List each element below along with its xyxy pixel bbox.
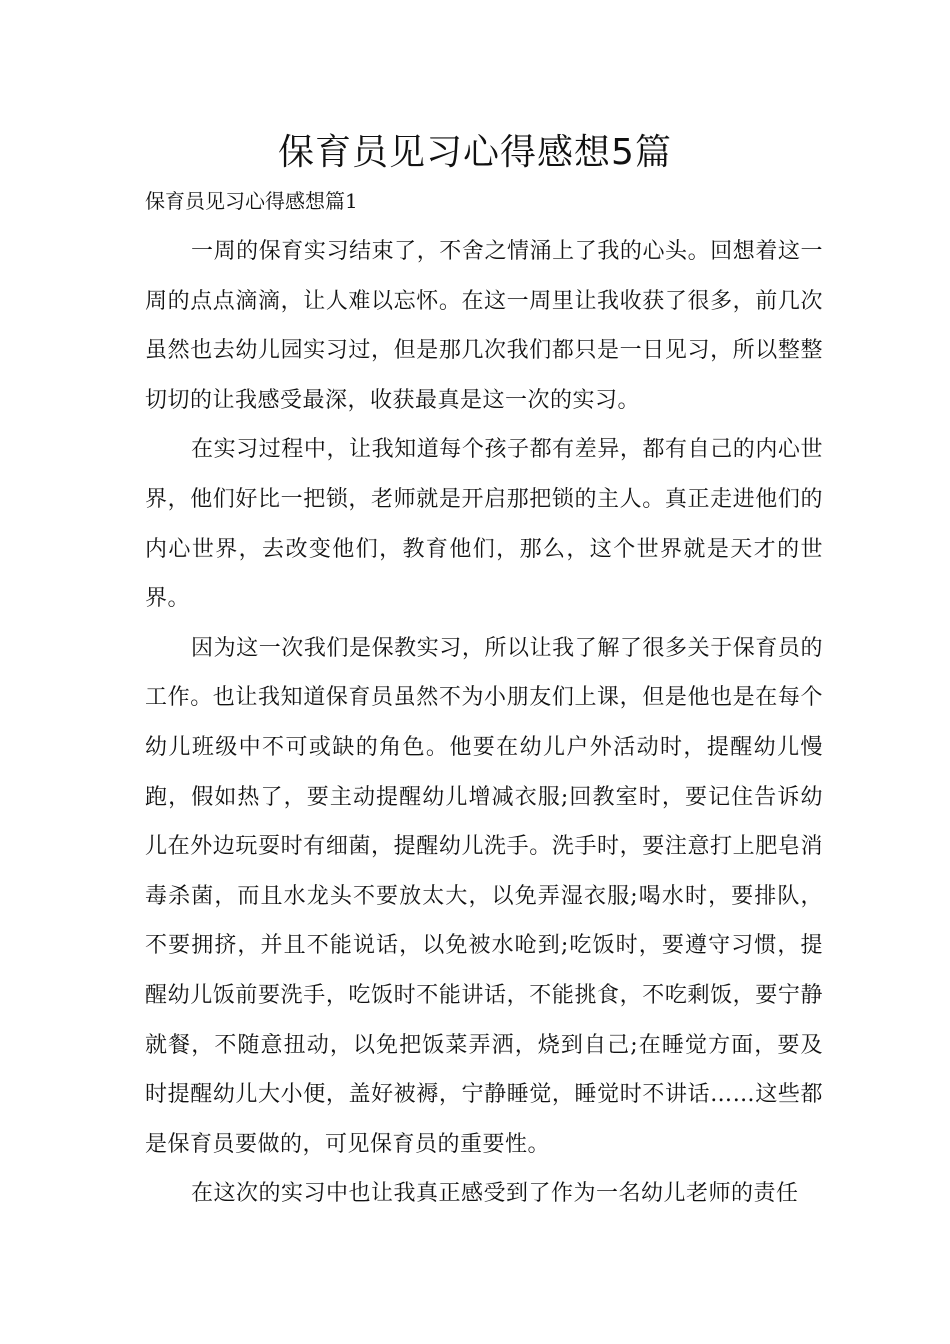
document-title: 保育员见习心得感想5篇 xyxy=(278,132,672,173)
section-heading: 保育员见习心得感想篇1 xyxy=(145,189,358,213)
document-body xyxy=(145,227,823,1219)
paragraph-1: 一周的保育实习结束了，不舍之情涌上了我的心头。回想着这一周的点点滴滴，让人难以忘怀。在这一周里让我收获了很多，前几次虽然也去幼儿园实习过，但是那几次我们都只是一日见习，所以整整切切的让我感受最深，收获最真是这一次的实习。 xyxy=(145,239,823,413)
paragraph-2: 在实习过程中，让我知道每个孩子都有差异，都有自己的内心世界，他们好比一把锁，老师就是开启那把锁的主人。真正走进他们的内心世界，去改变他们，教育他们，那么，这个世界就是天才的世界。 xyxy=(145,437,823,612)
paragraph-3: 因为这一次我们是保教实习，所以让我了解了很多关于保育员的工作。也让我知道保育员虽然不为小朋友们上课，但是他也是在每个幼儿班级中不可或缺的角色。他要在幼儿户外活动时，提醒幼儿慢跑，假如热了，要主动提醒幼儿增减衣服;回教室时，要记住告诉幼儿在外边玩耍时有细菌，提醒幼儿洗手。洗手时，要注意打上肥皂消毒杀菌，而且水龙头不要放太大，以免弄湿衣服;喝水时，要排队，不要拥挤，并且不能说话，以免被水呛到;吃饭时，要遵守习惯，提醒幼儿饭前要洗手，吃饭时不能讲话，不能挑食，不吃剩饭，要宁静就餐，不随意扭动，以免把饭菜弄洒，烧到自己;在睡觉方面，要及时提醒幼儿大小便，盖好被褥，宁静睡觉，睡觉时不讲话……这些都是保育员要做的，可见保育员的重要性。 xyxy=(145,635,823,1157)
paragraph-4: 在这次的实习中也让我真正感受到了作为一名幼儿老师的责任 xyxy=(191,1181,799,1207)
